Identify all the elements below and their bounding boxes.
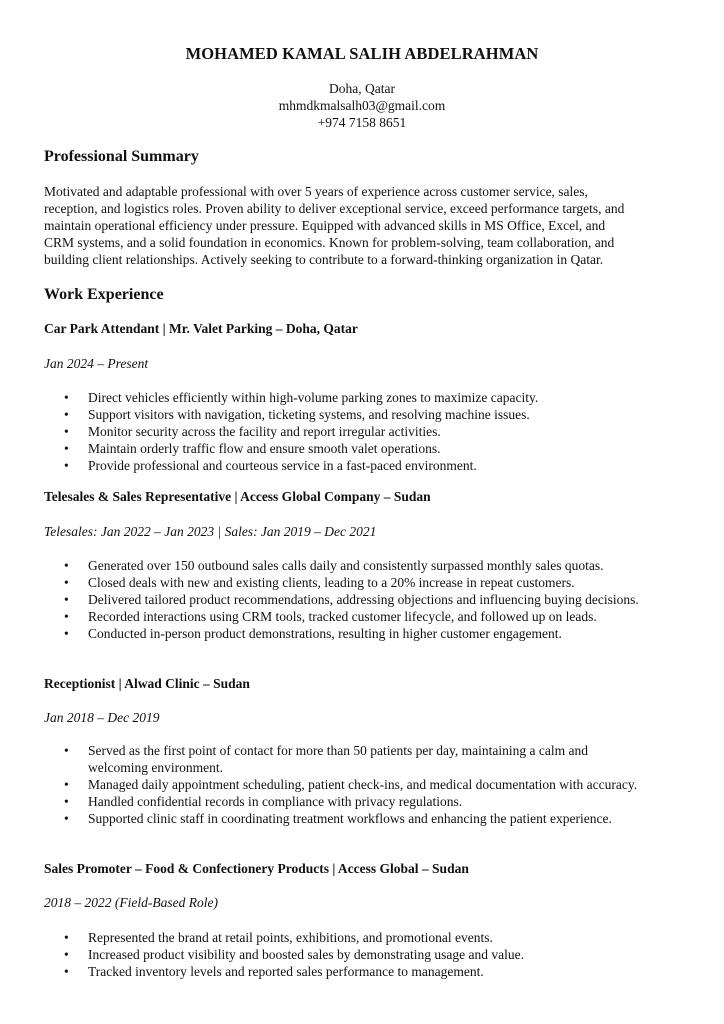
- job-bullet: • Handled confidential records in compliance with privacy regulations.: [64, 794, 463, 809]
- bullet-dot-icon: •: [64, 558, 69, 573]
- job-title: Telesales & Sales Representative | Access Global Company – Sudan: [44, 489, 431, 504]
- bullet-dot-icon: •: [64, 930, 69, 945]
- job-bullet: • Supported clinic staff in coordinating treatment workflows and enhancing the patient experience.: [64, 811, 612, 826]
- job-title: Receptionist | Alwad Clinic – Sudan: [44, 676, 250, 691]
- bullet-dot-icon: •: [64, 458, 69, 473]
- bullet-dot-icon: •: [64, 609, 69, 624]
- job-bullet: • Generated over 150 outbound sales calls daily and consistently surpassed monthly sales quotas.: [64, 558, 604, 573]
- job-bullet: • Monitor security across the facility and report irregular activities.: [64, 424, 441, 439]
- job-dates: Jan 2018 – Dec 2019: [44, 710, 160, 725]
- summary-line: CRM systems, and a solid foundation in economics. Known for problem-solving, team collaboration, and: [44, 235, 615, 250]
- experience-heading: Work Experience: [44, 286, 164, 303]
- job-bullet: • Served as the first point of contact for more than 50 patients per day, maintaining a calm and welcoming environment.: [64, 743, 588, 775]
- job-bullet: • Recorded interactions using CRM tools, tracked customer lifecycle, and followed up on leads.: [64, 609, 597, 624]
- job-bullet-list: [44, 742, 684, 827]
- bullet-dot-icon: •: [64, 777, 69, 792]
- job-dates: 2018 – 2022 (Field-Based Role): [44, 895, 218, 910]
- job-bullet: • Managed daily appointment scheduling, patient check-ins, and medical documentation with accuracy.: [64, 777, 638, 792]
- bullet-dot-icon: •: [64, 592, 69, 607]
- summary-line: building client relationships. Actively seeking to contribute to a forward-thinking organization in Qatar.: [44, 252, 604, 267]
- job-bullet: • Direct vehicles efficiently within high-volume parking zones to maximize capacity.: [64, 390, 539, 405]
- contact-email: mhmdkmalsalh03@gmail.com: [278, 98, 446, 113]
- job-bullet-list: [44, 929, 684, 980]
- bullet-dot-icon: •: [64, 947, 69, 962]
- job-bullet: • Delivered tailored product recommendations, addressing objections and influencing buying decisions.: [64, 592, 639, 607]
- contact-location: Doha, Qatar: [329, 81, 395, 96]
- job-bullet: • Tracked inventory levels and reported sales performance to management.: [64, 964, 484, 979]
- job-dates: Telesales: Jan 2022 – Jan 2023 | Sales: Jan 2019 – Dec 2021: [44, 524, 377, 539]
- bullet-dot-icon: •: [64, 575, 69, 590]
- contact-phone: +974 7158 8651: [317, 115, 407, 130]
- summary-line: Motivated and adaptable professional with over 5 years of experience across customer service, sales,: [44, 184, 588, 199]
- candidate-name: MOHAMED KAMAL SALIH ABDELRAHMAN: [185, 44, 539, 63]
- bullet-dot-icon: •: [64, 441, 69, 456]
- job-bullet: • Provide professional and courteous service in a fast-paced environment.: [64, 458, 477, 473]
- bullet-dot-icon: •: [64, 794, 69, 809]
- job-bullet: • Represented the brand at retail points, exhibitions, and promotional events.: [64, 930, 493, 945]
- job-bullet-list: [44, 557, 684, 642]
- bullet-dot-icon: •: [64, 626, 69, 641]
- job-title: Car Park Attendant | Mr. Valet Parking – Doha, Qatar: [44, 321, 358, 336]
- bullet-dot-icon: •: [64, 964, 69, 979]
- bullet-dot-icon: •: [64, 811, 69, 826]
- bullet-dot-icon: •: [64, 424, 69, 439]
- summary-heading: Professional Summary: [44, 148, 199, 165]
- job-bullet: • Increased product visibility and boosted sales by demonstrating usage and value.: [64, 947, 525, 962]
- bullet-dot-icon: •: [64, 407, 69, 422]
- job-bullet: • Support visitors with navigation, ticketing systems, and resolving machine issues.: [64, 407, 530, 422]
- summary-line: maintain operational efficiency under pressure. Equipped with advanced skills in MS Office, Excel, and: [44, 218, 606, 233]
- job-title: Sales Promoter – Food & Confectionery Products | Access Global – Sudan: [44, 861, 469, 876]
- bullet-dot-icon: •: [64, 743, 69, 758]
- summary-paragraph: [44, 183, 684, 268]
- bullet-dot-icon: •: [64, 390, 69, 405]
- job-bullet: • Maintain orderly traffic flow and ensure smooth valet operations.: [64, 441, 441, 456]
- job-bullet: • Conducted in-person product demonstrations, resulting in higher customer engagement.: [64, 626, 562, 641]
- summary-line: reception, and logistics roles. Proven ability to deliver exceptional service, exceed performance targets, and: [44, 201, 625, 216]
- job-bullet-list: [44, 389, 684, 474]
- job-dates: Jan 2024 – Present: [44, 356, 149, 371]
- job-bullet: • Closed deals with new and existing clients, leading to a 20% increase in repeat customers.: [64, 575, 575, 590]
